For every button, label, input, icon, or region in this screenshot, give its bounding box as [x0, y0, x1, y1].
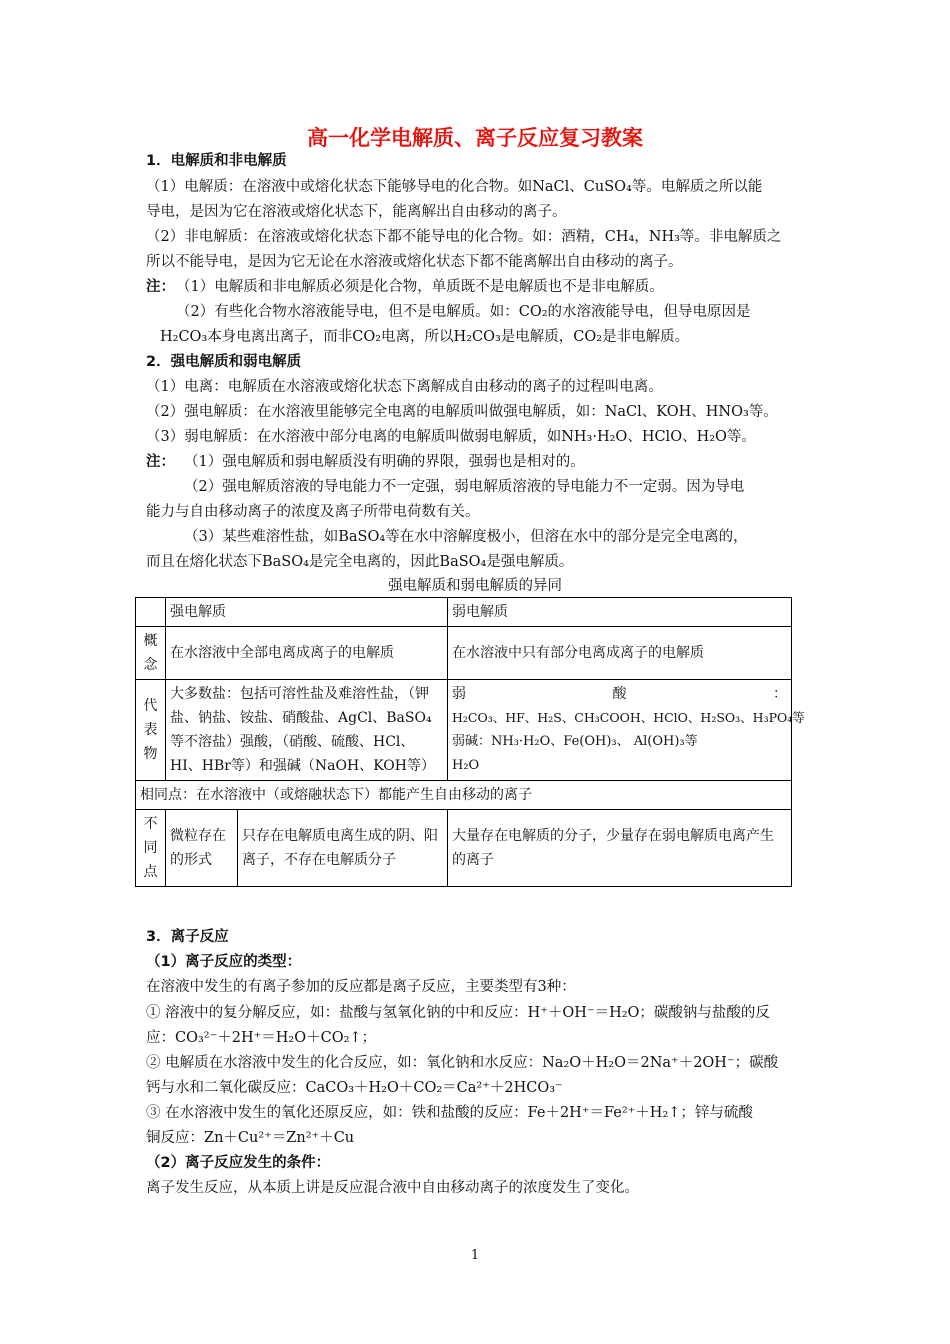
weak-acid-char-2: 酸 [612, 686, 627, 702]
table-row-examples [136, 680, 792, 781]
section-1-line-1: （1）电解质：在溶液中或熔化状态下能够导电的化合物。如NaCl、CuSO₄等。电解质之所以能 [146, 179, 763, 195]
section-1-line-2: 导电，是因为它在溶液或熔化状态下，能离解出自由移动的离子。 [146, 204, 567, 220]
row-label-difference: 不同点 [136, 810, 166, 887]
section-2-note-2b: 能力与自由移动离子的浓度及离子所带电荷数有关。 [146, 504, 480, 520]
water-entry: H₂O [452, 758, 480, 773]
section-1-heading: 1．电解质和非电解质 [146, 153, 287, 169]
section-3-sub-1: （1）离子反应的类型： [146, 954, 302, 970]
section-3-para-6: ③ 在水溶液中发生的氧化还原反应，如：铁和盐酸的反应：Fe＋2H⁺＝Fe²⁺＋H₂↑；锌与硫酸 [146, 1105, 753, 1121]
section-2-line-3: （3）弱电解质：在水溶液中部分电离的电解质叫做弱电解质，如NH₃·H₂O、HClO、H₂O等。 [146, 429, 756, 445]
section-2-note-label: 注： [146, 454, 175, 470]
section-3-para-8: 离子发生反应，从本质上讲是反应混合液中自由移动离子的浓度发生了变化。 [146, 1180, 639, 1196]
section-1-note-3: H₂CO₃本身电离出离子，而非CO₂电离，所以H₂CO₃是电解质，CO₂是非电解质。 [160, 329, 690, 345]
page-number: 1 [470, 1248, 480, 1263]
section-2-note-2a: （2）强电解质溶液的导电能力不一定强，弱电解质溶液的导电能力不一定弱。因为导电 [184, 479, 745, 495]
row-label-concept: 概念 [136, 627, 166, 680]
difference-sublabel: 微粒存在的形式 [166, 810, 238, 887]
row-label-examples: 代表物 [136, 680, 166, 781]
section-2-line-1: （1）电离：电解质在水溶液或熔化状态下离解成自由移动的离子的过程叫电离。 [146, 379, 663, 395]
section-2-note-3a: （3）某些难溶性盐，如BaSO₄等在水中溶解度极小，但溶在水中的部分是完全电离的， [184, 529, 748, 545]
table-corner-cell [136, 598, 166, 627]
section-3-sub-2: （2）离子反应发生的条件： [146, 1155, 331, 1171]
section-1-line-4: 所以不能导电，是因为它无论在水溶液或熔化状态下都不能离解出自由移动的离子。 [146, 254, 683, 270]
examples-weak [448, 680, 805, 781]
table-row-concept [136, 627, 792, 680]
table-header-row [136, 598, 792, 627]
weak-acid-char-1: 弱 [452, 686, 466, 702]
table-caption: 强电解质和弱电解质的异同 [388, 578, 562, 594]
weak-acid-list: H₂CO₃、HF、H₂S、CH₃COOH、HClO、H₂SO₃、H₃PO₄等 [452, 710, 805, 725]
document-title: 高一化学电解质、离子反应复习教案 [307, 126, 643, 150]
section-3-para-5: 钙与水和二氧化碳反应：CaCO₃＋H₂O＋CO₂＝Ca²⁺＋2HCO₃⁻ [146, 1080, 563, 1096]
header-strong: 强电解质 [166, 598, 448, 627]
examples-strong: 大多数盐：包括可溶性盐及难溶性盐，（钾盐、钠盐、铵盐、硝酸盐、AgCl、BaSO₄等不溶盐）强酸，（硝酸、硫酸、HCl、HI、HBr等）和强碱（NaOH、KOH等） [166, 680, 448, 781]
section-3-heading: 3．离子反应 [146, 929, 229, 945]
table-row-same [136, 781, 792, 810]
section-2-heading: 2．强电解质和弱电解质 [146, 354, 302, 370]
difference-weak: 大量存在电解质的分子，少量存在弱电解质电离产生的离子 [448, 810, 792, 887]
section-1-line-3: （2）非电解质：在溶液或熔化状态下都不能导电的化合物。如：酒精，CH₄，NH₃等。非电解质之 [146, 229, 782, 245]
difference-strong: 只存在电解质电离生成的阴、阳离子，不存在电解质分子 [238, 810, 448, 887]
section-2-line-2: （2）强电解质：在水溶液里能够完全电离的电解质叫做强电解质，如：NaCl、KOH、HNO₃等。 [146, 404, 778, 420]
section-2-note-3b: 而且在熔化状态下BaSO₄是完全电离的，因此BaSO₄是强电解质。 [146, 554, 574, 570]
section-2-note-1: （1）强电解质和弱电解质没有明确的界限，强弱也是相对的。 [184, 454, 585, 470]
weak-base-list: 弱碱：NH₃·H₂O、Fe(OH)₃、 Al(OH)₃等 [452, 734, 698, 749]
weak-acid-label-row [452, 682, 787, 706]
weak-acid-colon: ： [773, 686, 787, 702]
section-3-para-2: ① 溶液中的复分解反应，如：盐酸与氢氧化钠的中和反应：H⁺＋OH⁻＝H₂O；碳酸钠与盐酸的反 [146, 1005, 770, 1021]
table-row-difference [136, 810, 792, 887]
header-weak: 弱电解质 [448, 598, 792, 627]
section-3-para-7: 铜反应：Zn＋Cu²⁺＝Zn²⁺＋Cu [146, 1130, 355, 1146]
comparison-table [135, 597, 805, 887]
same-point: 相同点：在水溶液中（或熔融状态下）都能产生自由移动的离子 [136, 781, 792, 810]
section-3-para-4: ② 电解质在水溶液中发生的化合反应，如：氧化钠和水反应：Na₂O＋H₂O＝2Na⁺＋2OH⁻；碳酸 [146, 1055, 779, 1071]
concept-strong: 在水溶液中全部电离成离子的电解质 [166, 627, 448, 680]
section-1-note-2: （2）有些化合物水溶液能导电，但不是电解质。如：CO₂的水溶液能导电，但导电原因是 [176, 304, 751, 320]
section-1-note-label: 注： [146, 279, 175, 295]
section-3-para-1: 在溶液中发生的有离子参加的反应都是离子反应，主要类型有3种： [146, 979, 576, 995]
section-3-para-3: 应：CO₃²⁻＋2H⁺＝H₂O＋CO₂↑； [146, 1030, 377, 1046]
section-1-note-1: （1）电解质和非电解质必须是化合物，单质既不是电解质也不是非电解质。 [176, 279, 664, 295]
concept-weak: 在水溶液中只有部分电离成离子的电解质 [448, 627, 792, 680]
